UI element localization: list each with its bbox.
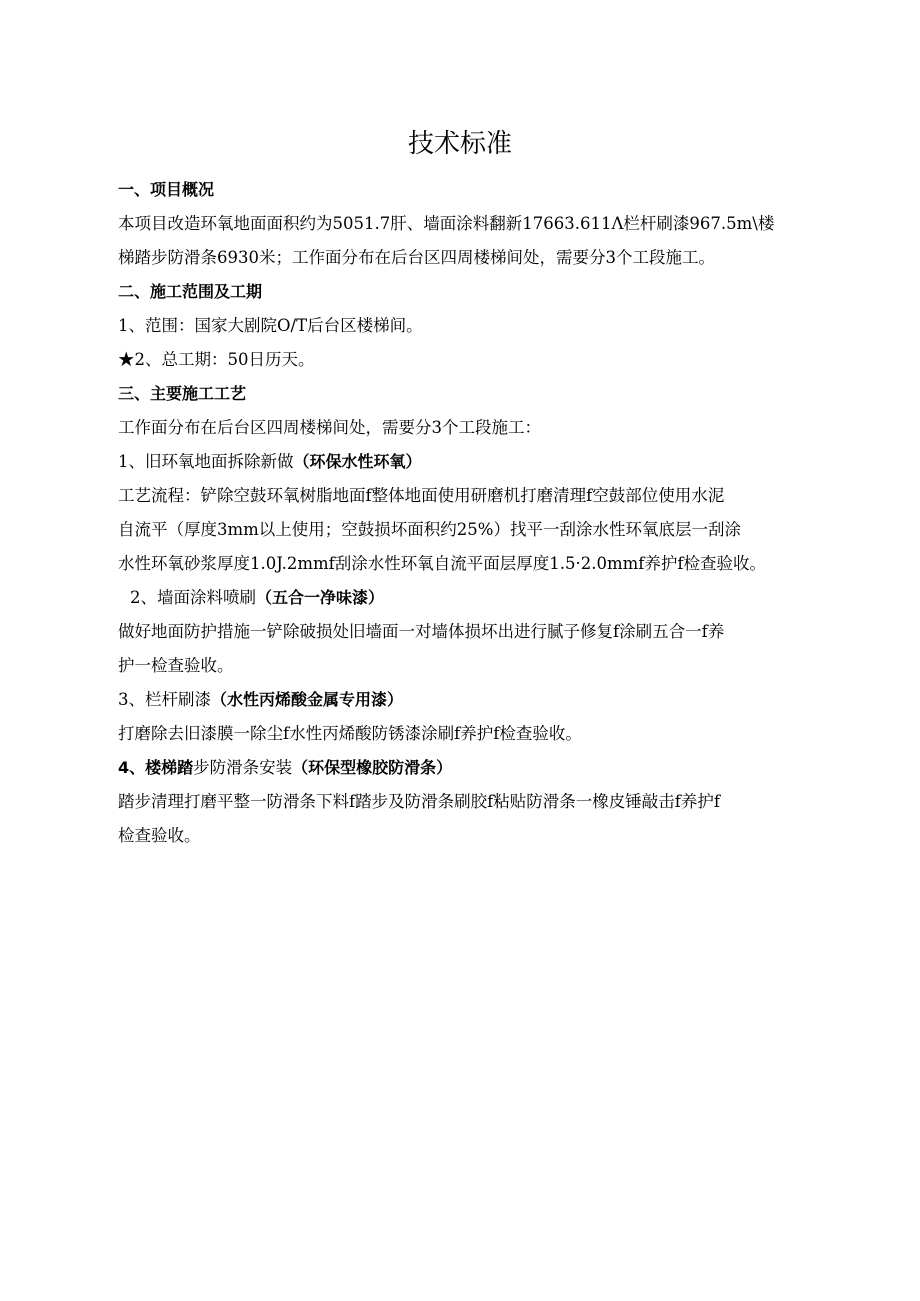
step-2-material: （五合一净味漆） bbox=[256, 588, 385, 607]
step-1-title: 1、旧环氧地面拆除新做 bbox=[118, 452, 294, 471]
document-title: 技术标准 bbox=[407, 129, 512, 159]
step-1-heading bbox=[118, 445, 808, 479]
section-3-intro: 工作面分布在后台区四周楼梯间处，需要分3个工段施工： bbox=[118, 418, 541, 437]
section-1-paragraph-line-1: 本项目改造环氧地面面积约为5051.7肝、墙面涂料翻新17663.611Λ栏杆刷漆967.5m\楼 bbox=[118, 214, 775, 233]
step-1-material: （环保水性环氧） bbox=[293, 452, 422, 471]
step-4-process-line-1: 踏步清理打磨平整一防滑条下料f踏步及防滑条刷胶f粘贴防滑条一橡皮锤敲击f养护f bbox=[118, 792, 720, 811]
document-body bbox=[118, 173, 808, 853]
step-4-title: 步防滑条安装 bbox=[193, 758, 293, 777]
step-3-title: 3、栏杆刷漆 bbox=[118, 690, 211, 709]
section-2-item-scope: 1、范围：国家大剧院O/T后台区楼梯间。 bbox=[118, 316, 423, 335]
step-4-process-line-2: 检查验收。 bbox=[118, 826, 201, 845]
section-2-heading: 二、施工范围及工期 bbox=[118, 282, 263, 301]
step-2-process-line-2: 护一检查验收。 bbox=[118, 656, 234, 675]
section-2-item-duration: ★2、总工期：50日历天。 bbox=[118, 350, 315, 369]
step-4-title-bold: 4、楼梯踏 bbox=[118, 758, 194, 777]
step-4-heading bbox=[118, 751, 808, 785]
section-3-heading: 三、主要施工工艺 bbox=[118, 384, 247, 403]
step-4-material: （环保型橡胶防滑条） bbox=[292, 758, 453, 777]
step-3-material: （水性丙烯酸金属专用漆） bbox=[211, 690, 404, 709]
step-3-process-line-1: 打磨除去旧漆膜一除尘f水性丙烯酸防锈漆涂刷f养护f检查验收。 bbox=[118, 724, 582, 743]
step-1-process-line-3: 水性环氧砂浆厚度1.0J.2mmf刮涂水性环氧自流平面层厚度1.5·2.0mmf养护f检查验收。 bbox=[118, 554, 766, 573]
section-1-paragraph-line-2: 梯踏步防滑条6930米；工作面分布在后台区四周楼梯间处，需要分3个工段施工。 bbox=[118, 248, 715, 267]
step-1-process-line-1: 工艺流程：铲除空鼓环氧树脂地面f整体地面使用研磨机打磨清理f空鼓部位使用水泥 bbox=[118, 486, 725, 505]
step-2-heading bbox=[118, 581, 808, 615]
section-1-heading: 一、项目概况 bbox=[118, 180, 215, 199]
step-2-process-line-1: 做好地面防护措施一铲除破损处旧墙面一对墙体损坏出进行腻子修复f涂刷五合一f养 bbox=[118, 622, 725, 641]
step-3-heading bbox=[118, 683, 808, 717]
step-2-title: 2、墙面涂料喷刷 bbox=[130, 588, 256, 607]
step-1-process-line-2: 自流平（厚度3mm以上使用；空鼓损坏面积约25%）找平一刮涂水性环氧底层一刮涂 bbox=[118, 520, 741, 539]
